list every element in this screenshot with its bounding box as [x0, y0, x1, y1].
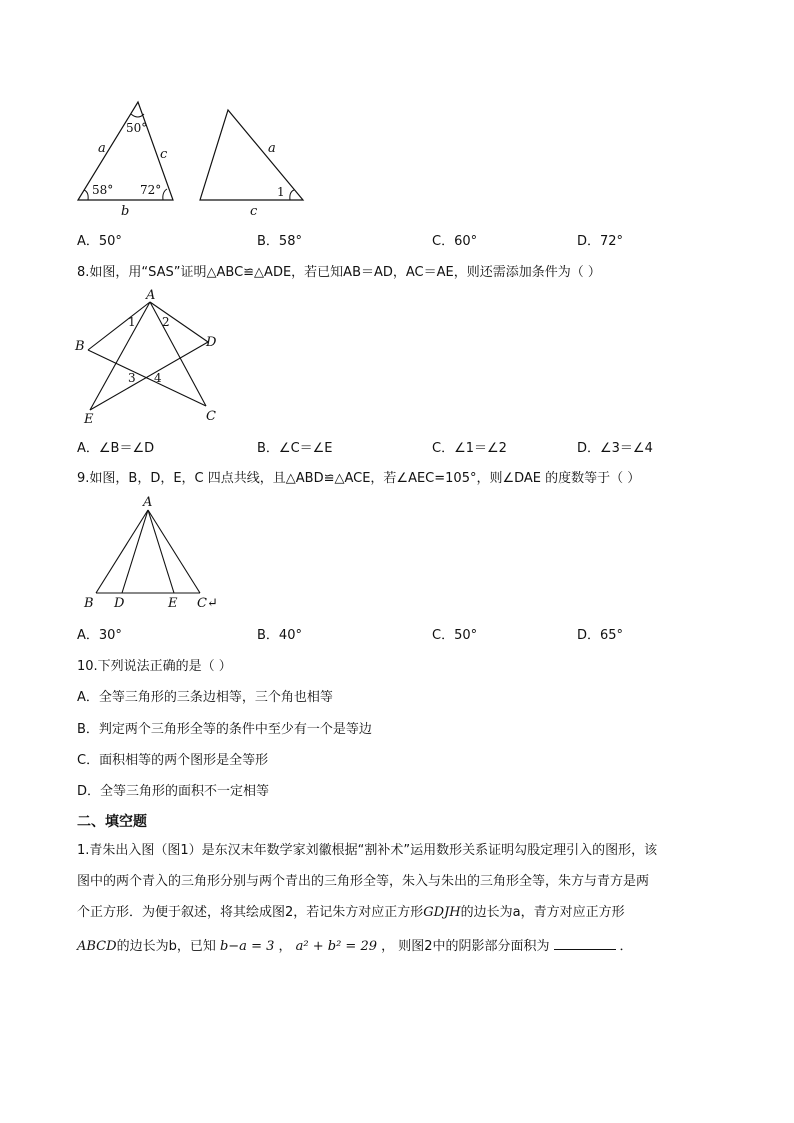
fill1-line-3-text-b: 的边长为a，青方对应正方形	[460, 905, 625, 920]
vertex-b-label: B	[84, 596, 94, 611]
side-c-label: c	[250, 204, 258, 219]
vertex-a-label: A	[143, 495, 153, 510]
equation-2: a² + b² = 29	[295, 939, 377, 954]
segment-ad	[122, 510, 148, 593]
vertex-a-label: A	[146, 288, 156, 303]
triangle-right	[200, 110, 303, 200]
q8-stem: 8.如图，用“SAS”证明△ABC≌△ADE，若已知AB＝AD，AC＝AE，则还需添加条件为（ ）	[77, 265, 601, 280]
vertex-d-label: D	[114, 596, 125, 611]
q8-option-c: C．∠1＝∠2	[432, 441, 507, 456]
vertex-c-label: C	[206, 409, 216, 424]
angle-left-label: 58°	[92, 183, 114, 197]
segment-ac	[148, 510, 200, 593]
q7-option-d: D．72°	[577, 234, 624, 249]
angle-4-label: 4	[154, 371, 162, 385]
q7-option-a: A．50°	[77, 234, 122, 249]
fill1-line-1: 1.青朱出入图（图1）是东汉末年数学家刘徽根据“割补术”运用数形关系证明勾股定理引入的图形，该	[77, 843, 658, 858]
q8-figure	[70, 284, 230, 424]
angle-3-label: 3	[128, 371, 136, 385]
fill1-line-2: 图中的两个青入的三角形分别与两个青出的三角形全等，朱入与朱出的三角形全等，朱方与青方是两	[77, 874, 650, 889]
segment-ae	[148, 510, 174, 593]
angle-1-label: 1	[128, 315, 136, 329]
answer-blank[interactable]	[554, 937, 616, 950]
segment-ad	[150, 302, 208, 342]
fill1-line-4-text-b: 则图2中的阴影部分面积为	[398, 939, 550, 954]
vertex-e-label: E	[84, 412, 94, 424]
q10-stem: 10.下列说法正确的是（ ）	[77, 659, 232, 674]
side-b-label: b	[121, 204, 130, 219]
fill1-line-4-text-a: 的边长为b，已知	[116, 939, 216, 954]
square-gdjh: GDJH	[423, 905, 461, 920]
segment-ab	[88, 302, 150, 350]
q9-option-d: D．65°	[577, 628, 624, 643]
angle-arc-right	[163, 189, 167, 200]
square-abcd: ABCD	[77, 939, 117, 954]
q7-option-b: B．58°	[257, 234, 302, 249]
q7-figure-left	[70, 96, 185, 222]
q8-option-a: A．∠B＝∠D	[77, 441, 155, 456]
q7-option-c: C．60°	[432, 234, 478, 249]
q10-option-c: C．面积相等的两个图形是全等形	[77, 753, 269, 768]
q8-option-b: B．∠C＝∠E	[257, 441, 333, 456]
vertex-c-label: C↵	[197, 596, 218, 611]
angle-1-arc	[290, 190, 294, 200]
fill1-line-4-end: ．	[619, 939, 633, 954]
side-a-label: a	[98, 141, 106, 156]
q10-option-a: A．全等三角形的三条边相等，三个角也相等	[77, 690, 333, 705]
side-c-label: c	[160, 147, 168, 162]
vertex-b-label: B	[75, 339, 85, 354]
section-title: 二、填空题	[77, 814, 147, 830]
angle-top-label: 50°	[126, 121, 148, 135]
vertex-d-label: D	[206, 335, 217, 350]
fill1-line-3-text-a: 个正方形．为便于叙述，将其绘成图2，若记朱方对应正方形	[77, 905, 424, 920]
side-a-label: a	[268, 141, 276, 156]
q9-option-b: B．40°	[257, 628, 302, 643]
q9-stem: 9.如图，B，D，E，C 四点共线，且△ABD≌△ACE，若∠AEC=105°，则∠DAE 的度数等于（ ）	[77, 471, 641, 486]
fill1-line-4: ABCD的边长为b，已知 b−a = 3 ， a² + b² = 29 ， 则图2中的阴影部分面积为 ．	[77, 939, 633, 954]
vertex-e-label: E	[168, 596, 178, 611]
segment-ab	[96, 510, 148, 593]
q10-option-b: B．判定两个三角形全等的条件中至少有一个是等边	[77, 722, 372, 737]
equation-1: b−a = 3	[219, 939, 275, 954]
q9-figure	[70, 492, 230, 614]
segment-bc	[88, 350, 206, 406]
q8-option-d: D．∠3＝∠4	[577, 441, 653, 456]
q9-option-c: C．50°	[432, 628, 478, 643]
q7-figure-right	[193, 100, 313, 220]
q10-option-d: D．全等三角形的面积不一定相等	[77, 784, 270, 799]
segment-ac	[150, 302, 206, 406]
angle-2-label: 2	[162, 315, 170, 329]
angle-1-label: 1	[277, 185, 285, 199]
angle-arc-left	[84, 190, 88, 200]
segment-ae	[90, 302, 150, 410]
q9-option-a: A．30°	[77, 628, 122, 643]
angle-right-label: 72°	[140, 183, 162, 197]
fill1-line-3	[77, 906, 625, 919]
